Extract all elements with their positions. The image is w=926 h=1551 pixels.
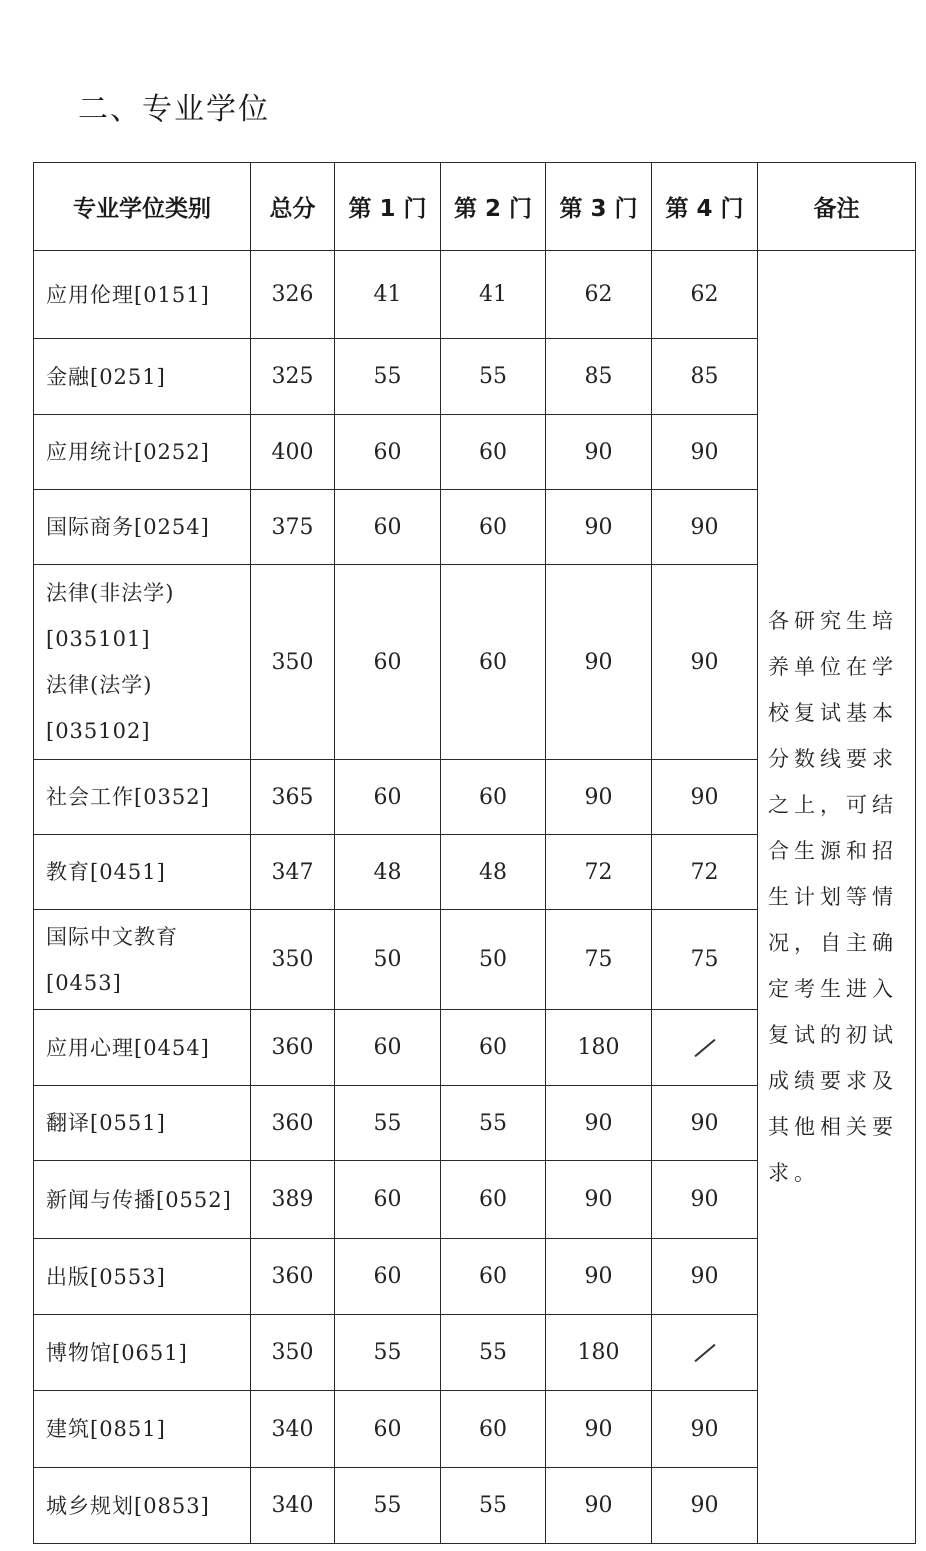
subject-1-cell: 55 [335,1315,441,1391]
header-subject-1: 第 1 门 [335,163,441,251]
subject-1-cell: 55 [335,1086,441,1161]
subject-1-cell: 50 [335,910,441,1010]
subject-3-cell: 90 [546,1391,652,1468]
subject-2-cell: 60 [441,1239,546,1315]
not-applicable-slash [694,1039,715,1057]
category-line: [0453] [46,970,122,995]
subject-2-cell: 60 [441,1161,546,1239]
category-cell: 翻译[0551] [34,1086,251,1161]
total-score-cell: 350 [251,1315,335,1391]
table-row [34,251,916,339]
header-row [34,163,916,251]
subject-3-cell: 90 [546,415,652,490]
subject-2-cell: 55 [441,1315,546,1391]
total-score-cell: 375 [251,490,335,565]
subject-2-cell: 60 [441,415,546,490]
subject-1-cell: 60 [335,1010,441,1086]
subject-3-cell: 72 [546,835,652,910]
not-applicable-slash [694,1344,715,1362]
total-score-cell: 347 [251,835,335,910]
total-score-cell: 350 [251,565,335,760]
subject-4-cell: 85 [652,339,758,415]
subject-4-cell: 62 [652,251,758,339]
total-score-cell: 360 [251,1010,335,1086]
total-score-cell: 365 [251,760,335,835]
category-cell: 教育[0451] [34,835,251,910]
category-line: 法律(法学) [46,673,153,697]
page-title: 二、专业学位 [78,92,270,127]
header-category: 专业学位类别 [34,163,251,251]
note-cell: 各研究生培养单位在学校复试基本分数线要求之上，可结合生源和招生计划等情况，自主确定考生进入复试的初试成绩要求及其他相关要求。 [758,251,916,1544]
subject-3-cell: 90 [546,1239,652,1315]
subject-4-cell: 90 [652,1468,758,1544]
total-score-cell: 360 [251,1086,335,1161]
subject-1-cell: 55 [335,1468,441,1544]
subject-2-cell: 60 [441,1010,546,1086]
subject-4-cell: 90 [652,565,758,760]
category-cell: 新闻与传播[0552] [34,1161,251,1239]
subject-2-cell: 60 [441,760,546,835]
subject-3-cell: 180 [546,1010,652,1086]
subject-4-cell: 90 [652,1239,758,1315]
subject-1-cell: 41 [335,251,441,339]
category-cell [34,910,251,1010]
subject-1-cell: 60 [335,490,441,565]
category-cell: 建筑[0851] [34,1391,251,1468]
category-cell: 金融[0251] [34,339,251,415]
subject-3-cell: 62 [546,251,652,339]
category-cell: 应用伦理[0151] [34,251,251,339]
subject-2-cell: 55 [441,1468,546,1544]
subject-4-cell: 90 [652,490,758,565]
category-line: 国际中文教育 [46,924,178,949]
subject-2-cell: 48 [441,835,546,910]
total-score-cell: 340 [251,1468,335,1544]
total-score-cell: 325 [251,339,335,415]
subject-2-cell: 60 [441,490,546,565]
subject-2-cell: 55 [441,1086,546,1161]
total-score-cell: 340 [251,1391,335,1468]
subject-4-cell: 90 [652,1391,758,1468]
subject-1-cell: 48 [335,835,441,910]
total-score-cell: 400 [251,415,335,490]
subject-1-cell: 60 [335,1161,441,1239]
subject-3-cell: 90 [546,490,652,565]
subject-2-cell: 55 [441,339,546,415]
subject-1-cell: 60 [335,565,441,760]
subject-2-cell: 41 [441,251,546,339]
total-score-cell: 360 [251,1239,335,1315]
subject-1-cell: 60 [335,1239,441,1315]
subject-1-cell: 60 [335,1391,441,1468]
category-cell: 应用统计[0252] [34,415,251,490]
subject-2-cell: 50 [441,910,546,1010]
subject-4-cell: 90 [652,415,758,490]
subject-1-cell: 60 [335,760,441,835]
category-cell: 博物馆[0651] [34,1315,251,1391]
subject-4-cell [652,1315,758,1391]
subject-1-cell: 60 [335,415,441,490]
category-cell [34,565,251,760]
category-line: 法律(非法学) [46,581,175,605]
category-cell: 社会工作[0352] [34,760,251,835]
category-line: [035102] [46,719,151,743]
subject-4-cell: 90 [652,1161,758,1239]
header-subject-3: 第 3 门 [546,163,652,251]
total-score-cell: 326 [251,251,335,339]
subject-3-cell: 180 [546,1315,652,1391]
subject-2-cell: 60 [441,1391,546,1468]
subject-4-cell: 90 [652,760,758,835]
subject-3-cell: 90 [546,1086,652,1161]
header-note: 备注 [758,163,916,251]
category-cell: 城乡规划[0853] [34,1468,251,1544]
header-subject-4: 第 4 门 [652,163,758,251]
category-line: [035101] [46,627,151,651]
category-cell: 出版[0553] [34,1239,251,1315]
subject-3-cell: 75 [546,910,652,1010]
subject-4-cell: 72 [652,835,758,910]
subject-4-cell [652,1010,758,1086]
subject-1-cell: 55 [335,339,441,415]
subject-3-cell: 90 [546,1468,652,1544]
subject-3-cell: 90 [546,565,652,760]
header-subject-2: 第 2 门 [441,163,546,251]
subject-4-cell: 75 [652,910,758,1010]
total-score-cell: 350 [251,910,335,1010]
score-table [33,162,916,1544]
subject-4-cell: 90 [652,1086,758,1161]
subject-3-cell: 90 [546,1161,652,1239]
header-total: 总分 [251,163,335,251]
subject-3-cell: 85 [546,339,652,415]
subject-2-cell: 60 [441,565,546,760]
category-cell: 国际商务[0254] [34,490,251,565]
subject-3-cell: 90 [546,760,652,835]
category-cell: 应用心理[0454] [34,1010,251,1086]
total-score-cell: 389 [251,1161,335,1239]
